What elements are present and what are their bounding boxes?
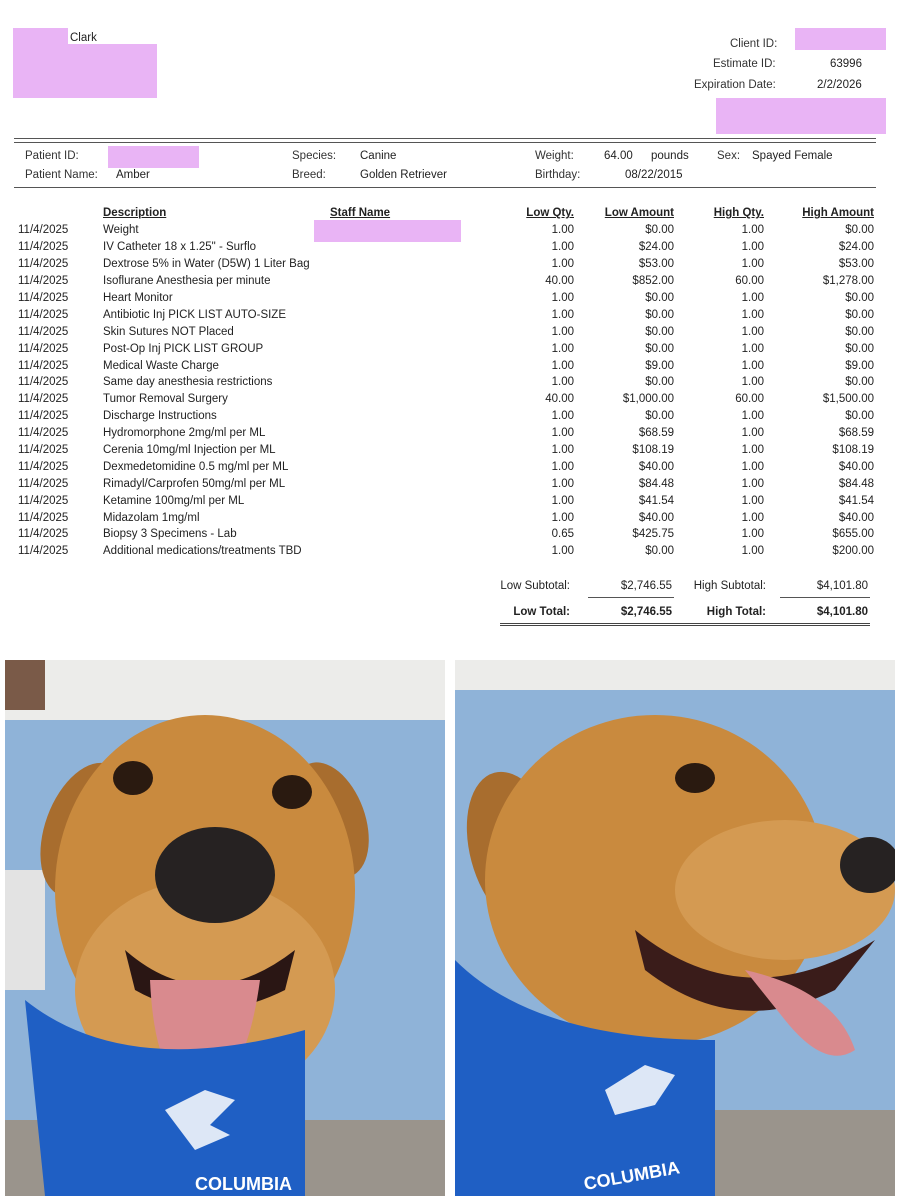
item-low-amount: $0.00 xyxy=(645,224,674,237)
table-row xyxy=(18,323,874,340)
item-date: 11/4/2025 xyxy=(18,376,69,389)
patient-top-rule-2 xyxy=(14,142,876,143)
staff-name-header: Staff Name xyxy=(330,207,391,219)
item-low-qty: 40.00 xyxy=(545,393,574,406)
item-date: 11/4/2025 xyxy=(18,258,69,271)
item-high-amount: $0.00 xyxy=(845,325,874,338)
item-high-qty: 1.00 xyxy=(741,427,764,440)
item-description: Post-Op Inj PICK LIST GROUP xyxy=(103,342,264,355)
item-staff-name xyxy=(330,442,450,459)
redacted-client-id xyxy=(795,28,886,50)
item-date: 11/4/2025 xyxy=(18,393,69,406)
estimate-items-table xyxy=(18,203,874,560)
item-high-qty: 1.00 xyxy=(741,477,764,490)
item-date: 11/4/2025 xyxy=(18,325,69,338)
item-staff-name xyxy=(330,425,450,442)
item-date: 11/4/2025 xyxy=(18,494,69,507)
item-low-amount: $1,000.00 xyxy=(622,393,674,406)
item-low-amount: $852.00 xyxy=(632,275,674,288)
item-date: 11/4/2025 xyxy=(18,444,69,457)
low-total-label: Low Total: xyxy=(513,606,570,618)
item-date: 11/4/2025 xyxy=(18,308,69,321)
item-description: Tumor Removal Surgery xyxy=(103,393,228,406)
item-low-qty: 1.00 xyxy=(551,410,574,423)
item-staff-name xyxy=(330,492,450,509)
item-high-amount: $0.00 xyxy=(845,224,874,237)
item-low-qty: 1.00 xyxy=(551,477,574,490)
item-description: Biopsy 3 Specimens - Lab xyxy=(103,528,237,541)
item-low-amount: $68.59 xyxy=(638,427,674,440)
item-staff-name xyxy=(330,458,450,475)
item-staff-name xyxy=(330,256,450,273)
item-low-qty: 1.00 xyxy=(551,460,574,473)
item-staff-name xyxy=(330,290,450,307)
item-high-qty: 1.00 xyxy=(741,292,764,304)
high-amount-header: High Amount xyxy=(802,207,874,219)
item-low-qty: 1.00 xyxy=(551,376,574,389)
redacted-header-block xyxy=(716,98,886,134)
item-low-qty: 1.00 xyxy=(551,308,574,321)
item-low-amount: $53.00 xyxy=(638,258,674,271)
item-high-qty: 1.00 xyxy=(741,545,764,558)
item-low-amount: $0.00 xyxy=(645,410,674,423)
item-date: 11/4/2025 xyxy=(18,545,69,558)
item-low-amount: $40.00 xyxy=(638,460,674,473)
patient-id-label: Patient ID: xyxy=(25,150,79,162)
item-low-amount: $40.00 xyxy=(638,511,674,524)
item-description: Dextrose 5% in Water (D5W) 1 Liter Bag xyxy=(103,258,310,271)
breed-label: Breed: xyxy=(292,169,326,181)
estimate-id-value: 63996 xyxy=(830,58,862,70)
item-staff-name xyxy=(330,526,450,543)
item-low-qty: 1.00 xyxy=(551,545,574,558)
item-staff-name xyxy=(330,357,450,374)
item-high-qty: 1.00 xyxy=(741,460,764,473)
high-total-label: High Total: xyxy=(706,606,766,618)
item-description: IV Catheter 18 x 1.25" - Surflo xyxy=(103,241,257,254)
table-row xyxy=(18,425,874,442)
item-high-amount: $41.54 xyxy=(838,494,874,507)
table-row xyxy=(18,442,874,459)
item-high-amount: $0.00 xyxy=(845,376,874,389)
item-date: 11/4/2025 xyxy=(18,359,69,372)
item-date: 11/4/2025 xyxy=(18,528,69,541)
item-high-qty: 1.00 xyxy=(741,241,764,254)
patient-name-label: Patient Name: xyxy=(25,169,98,181)
subtotal-rule-low xyxy=(588,597,674,598)
item-high-qty: 1.00 xyxy=(741,308,764,321)
item-high-amount: $24.00 xyxy=(838,241,874,254)
description-header: Description xyxy=(103,207,167,219)
item-date: 11/4/2025 xyxy=(18,342,69,355)
item-low-qty: 1.00 xyxy=(551,359,574,372)
item-date: 11/4/2025 xyxy=(18,477,69,490)
item-description: Cerenia 10mg/ml Injection per ML xyxy=(103,444,276,457)
item-low-qty: 40.00 xyxy=(545,275,574,288)
item-high-amount: $84.48 xyxy=(838,477,874,490)
item-high-qty: 1.00 xyxy=(741,494,764,507)
item-low-qty: 1.00 xyxy=(551,444,574,457)
item-low-amount: $108.19 xyxy=(632,444,674,457)
high-subtotal-label: High Subtotal: xyxy=(693,580,766,592)
item-high-amount: $0.00 xyxy=(845,410,874,423)
total-double-rule xyxy=(500,622,870,626)
item-description: Skin Sutures NOT Placed xyxy=(103,325,234,338)
table-row xyxy=(18,526,874,543)
item-high-amount: $1,278.00 xyxy=(822,275,874,288)
item-low-qty: 1.00 xyxy=(551,224,574,237)
item-high-amount: $53.00 xyxy=(838,258,874,271)
low-subtotal-label: Low Subtotal: xyxy=(500,580,570,592)
item-description: Heart Monitor xyxy=(103,292,173,304)
sex-label: Sex: xyxy=(717,150,741,162)
item-staff-name xyxy=(330,543,450,560)
item-staff-name xyxy=(330,391,450,408)
birthday-label: Birthday: xyxy=(535,169,581,181)
dog-front-illustration xyxy=(5,660,445,1196)
item-date: 11/4/2025 xyxy=(18,241,69,254)
item-high-qty: 1.00 xyxy=(741,528,764,541)
item-staff-name xyxy=(330,323,450,340)
item-high-amount: $108.19 xyxy=(832,444,874,457)
table-row xyxy=(18,543,874,560)
item-low-amount: $425.75 xyxy=(632,528,674,541)
table-row xyxy=(18,374,874,391)
item-description: Isoflurane Anesthesia per minute xyxy=(103,275,271,288)
item-high-amount: $200.00 xyxy=(832,545,874,558)
dog-photo-right xyxy=(455,660,895,1196)
item-high-amount: $68.59 xyxy=(838,427,874,440)
item-date: 11/4/2025 xyxy=(18,511,69,524)
item-low-qty: 1.00 xyxy=(551,258,574,271)
weight-unit: pounds xyxy=(651,150,689,162)
item-low-qty: 1.00 xyxy=(551,427,574,440)
breed-value: Golden Retriever xyxy=(360,169,447,181)
item-high-qty: 1.00 xyxy=(741,511,764,524)
item-high-qty: 1.00 xyxy=(741,410,764,423)
table-row xyxy=(18,391,874,408)
item-low-qty: 0.65 xyxy=(551,528,574,541)
item-staff-name xyxy=(330,340,450,357)
table-row xyxy=(18,273,874,290)
item-staff-name xyxy=(330,408,450,425)
table-row xyxy=(18,306,874,323)
item-description: Medical Waste Charge xyxy=(103,359,219,372)
item-date: 11/4/2025 xyxy=(18,427,69,440)
expiration-date-value: 2/2/2026 xyxy=(817,79,862,91)
item-description: Antibiotic Inj PICK LIST AUTO-SIZE xyxy=(103,308,287,321)
item-staff-name xyxy=(330,306,450,323)
item-description: Discharge Instructions xyxy=(103,410,217,423)
item-high-amount: $0.00 xyxy=(845,308,874,321)
item-high-qty: 1.00 xyxy=(741,224,764,237)
table-row xyxy=(18,492,874,509)
item-date: 11/4/2025 xyxy=(18,275,69,288)
estimate-id-label: Estimate ID: xyxy=(713,58,776,70)
bandana-text-left: COLUMBIA xyxy=(195,1174,292,1194)
patient-top-rule xyxy=(14,138,876,139)
item-high-amount: $1,500.00 xyxy=(822,393,874,406)
table-row xyxy=(18,408,874,425)
table-row xyxy=(18,475,874,492)
item-description: Rimadyl/Carprofen 50mg/ml per ML xyxy=(103,477,286,490)
items-body xyxy=(18,222,874,560)
item-low-amount: $0.00 xyxy=(645,342,674,355)
item-low-qty: 1.00 xyxy=(551,292,574,304)
item-high-amount: $40.00 xyxy=(838,460,874,473)
patient-name-value: Amber xyxy=(116,169,150,181)
table-row xyxy=(18,509,874,526)
species-value: Canine xyxy=(360,150,397,162)
item-staff-name xyxy=(330,273,450,290)
table-row xyxy=(18,256,874,273)
table-row xyxy=(18,290,874,307)
client-last-name: Clark xyxy=(70,32,97,44)
item-high-amount: $655.00 xyxy=(832,528,874,541)
redacted-patient-id xyxy=(108,146,199,168)
low-amount-header: Low Amount xyxy=(604,207,674,219)
item-high-qty: 1.00 xyxy=(741,376,764,389)
subtotal-rule-high xyxy=(780,597,870,598)
low-subtotal-value: $2,746.55 xyxy=(620,580,672,592)
item-low-amount: $0.00 xyxy=(645,325,674,338)
item-high-qty: 1.00 xyxy=(741,325,764,338)
item-high-amount: $40.00 xyxy=(838,511,874,524)
item-high-qty: 1.00 xyxy=(741,342,764,355)
item-low-amount: $0.00 xyxy=(645,376,674,389)
dog-photo-left xyxy=(5,660,445,1196)
item-description: Additional medications/treatments TBD xyxy=(103,545,302,558)
item-low-qty: 1.00 xyxy=(551,511,574,524)
table-row xyxy=(18,340,874,357)
item-staff-name xyxy=(330,509,450,526)
weight-label: Weight: xyxy=(535,150,574,162)
birthday-value: 08/22/2015 xyxy=(625,169,683,181)
item-date: 11/4/2025 xyxy=(18,460,69,473)
item-low-amount: $41.54 xyxy=(638,494,674,507)
bandana-text-right: COLUMBIA xyxy=(582,1157,682,1194)
species-label: Species: xyxy=(292,150,337,162)
item-description: Same day anesthesia restrictions xyxy=(103,376,273,389)
item-description: Dexmedetomidine 0.5 mg/ml per ML xyxy=(103,460,289,473)
item-high-qty: 60.00 xyxy=(735,393,764,406)
item-high-qty: 1.00 xyxy=(741,258,764,271)
item-low-qty: 1.00 xyxy=(551,325,574,338)
item-low-amount: $9.00 xyxy=(645,359,674,372)
item-low-amount: $0.00 xyxy=(645,545,674,558)
table-row xyxy=(18,458,874,475)
item-high-amount: $0.00 xyxy=(845,342,874,355)
item-low-amount: $0.00 xyxy=(645,308,674,321)
item-description: Weight xyxy=(103,224,139,237)
item-description: Midazolam 1mg/ml xyxy=(103,511,200,524)
item-date: 11/4/2025 xyxy=(18,292,69,304)
item-low-qty: 1.00 xyxy=(551,342,574,355)
item-high-qty: 1.00 xyxy=(741,359,764,372)
item-date: 11/4/2025 xyxy=(18,410,69,423)
client-id-label: Client ID: xyxy=(730,38,778,50)
high-total-value: $4,101.80 xyxy=(816,606,868,618)
item-low-qty: 1.00 xyxy=(551,241,574,254)
weight-value: 64.00 xyxy=(604,150,633,162)
item-description: Ketamine 100mg/ml per ML xyxy=(103,494,245,507)
item-description: Hydromorphone 2mg/ml per ML xyxy=(103,427,266,440)
item-high-qty: 1.00 xyxy=(741,444,764,457)
item-low-qty: 1.00 xyxy=(551,494,574,507)
item-high-amount: $9.00 xyxy=(845,359,874,372)
item-low-amount: $0.00 xyxy=(645,292,674,304)
expiration-date-label: Expiration Date: xyxy=(694,79,776,91)
item-staff-name xyxy=(330,374,450,391)
table-row xyxy=(18,357,874,374)
high-qty-header: High Qty. xyxy=(713,207,764,219)
sex-value: Spayed Female xyxy=(752,150,833,162)
low-qty-header: Low Qty. xyxy=(526,207,574,219)
item-high-qty: 60.00 xyxy=(735,275,764,288)
item-low-amount: $24.00 xyxy=(638,241,674,254)
high-subtotal-value: $4,101.80 xyxy=(816,580,868,592)
item-low-amount: $84.48 xyxy=(638,477,674,490)
patient-bottom-rule xyxy=(14,187,876,188)
dog-profile-illustration xyxy=(455,660,895,1196)
item-staff-name xyxy=(330,475,450,492)
low-total-value: $2,746.55 xyxy=(620,606,672,618)
item-high-amount: $0.00 xyxy=(845,292,874,304)
redacted-staff-name xyxy=(314,220,461,242)
item-date: 11/4/2025 xyxy=(18,224,69,237)
redacted-client-address xyxy=(13,44,157,98)
